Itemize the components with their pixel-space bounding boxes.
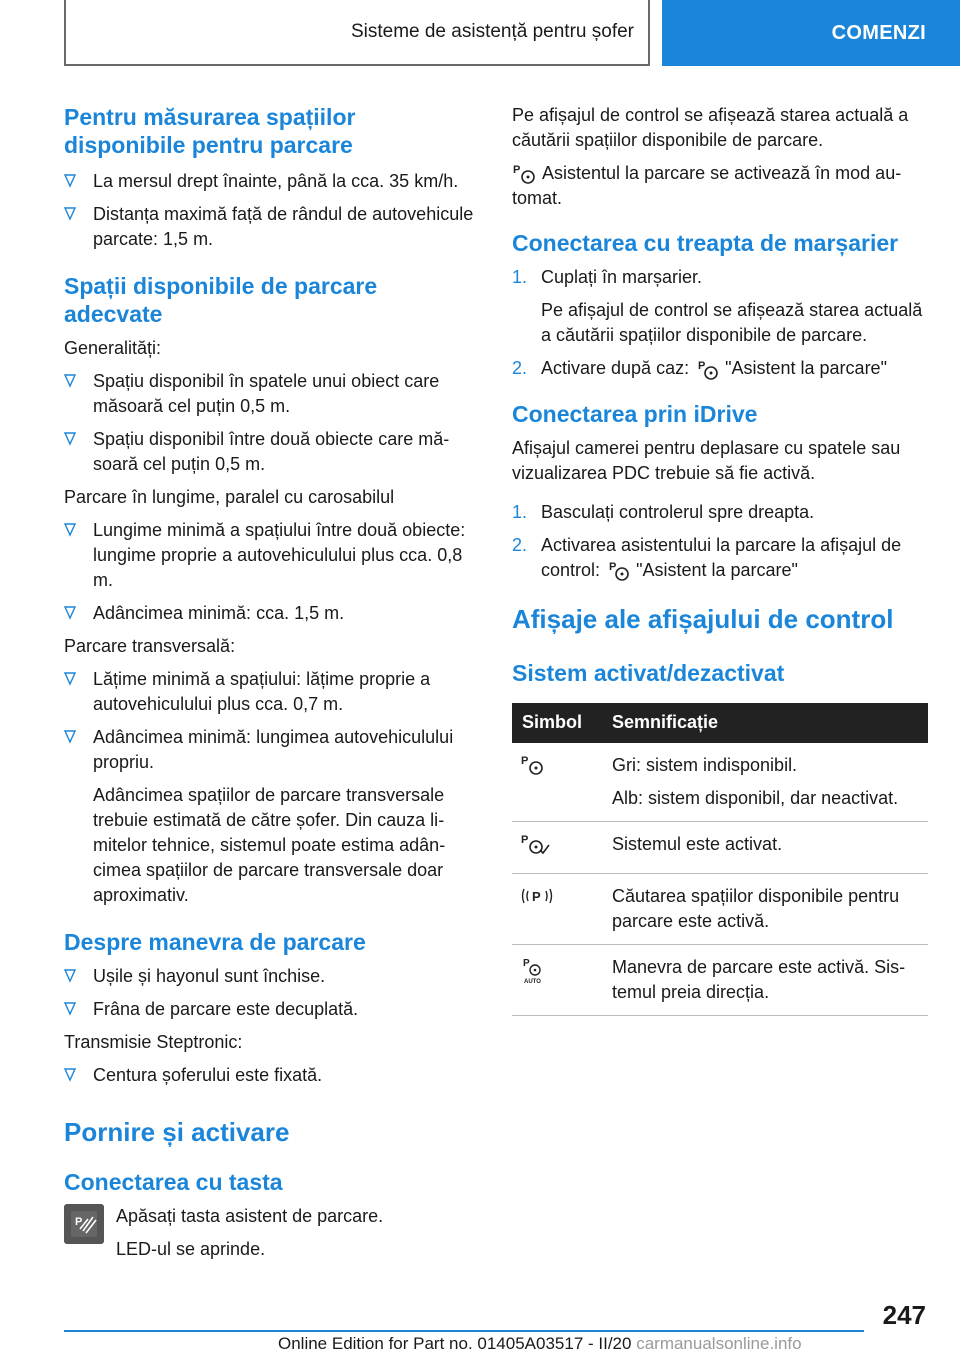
footer-divider [64, 1330, 864, 1332]
maneuver-list [64, 964, 478, 1022]
list-item [64, 1063, 478, 1088]
table-header-row [512, 703, 928, 743]
svg-text:P: P [521, 754, 529, 767]
svg-text:P: P [698, 359, 706, 372]
list-item-text: Lungime minimă a spațiului între două obiecte: lungime proprie a autovehiculului plus cca. 0,8 m. [93, 520, 466, 590]
triangle-bullet-icon [64, 374, 76, 388]
header-section-title [64, 0, 650, 66]
list-item [512, 265, 930, 348]
list-item-text: Adâncimea minimă: cca. 1,5 m. [93, 603, 345, 623]
idrive-intro: Afișajul camerei pentru deplasare cu spatele sau vizualizarea PDC trebuie să fie activă. [512, 437, 901, 483]
list-item-text: Frâna de parcare este decuplată. [93, 999, 359, 1019]
parallel-label: Parcare în lungime, paralel cu carosabilul [64, 487, 395, 507]
right-column [512, 103, 930, 1016]
col-meaning: Semnificație [602, 703, 928, 743]
svg-text:P: P [523, 957, 530, 969]
table-row [512, 873, 928, 944]
heading-maneuver: Despre manevra de parcare [64, 929, 366, 955]
list-item-note: Adâncimea spațiilor de parcare transversale trebuie estimată de către șofer. Din cauza limitelor tehnice, sistemul poate estima adâncimea spațiilor de parcare transversale doar aproximativ. [93, 785, 446, 905]
step-note: Pe afișajul de control se afișează starea actuală a căutării spațiilor disponibile de parcare. [541, 300, 923, 346]
triangle-bullet-icon [64, 672, 76, 686]
heading-system: Sistem activat/dezactivat [512, 659, 785, 686]
list-item [64, 964, 478, 989]
svg-text:P: P [609, 560, 617, 573]
parallel-list [64, 518, 478, 626]
list-item [512, 356, 930, 381]
general-label: Generalități: [64, 338, 162, 358]
meaning-text: Manevra de parcare este activă. Sistemul preia direcția. [612, 956, 906, 1002]
list-item [64, 369, 478, 419]
watermark-text: carmanualsonline.info [636, 1334, 802, 1353]
table-row [512, 944, 928, 1015]
meaning-text: Căutarea spațiilor disponibile pentru parcare este activă. [612, 885, 900, 931]
parking-auto-icon [520, 955, 550, 985]
list-item-text: Spațiu disponibil între două obiecte care măsoară cel puțin 0,5 m. [93, 429, 450, 474]
meaning-text: Alb: sistem disponibil, dar neactivat. [612, 787, 899, 808]
header-chapter-tab[interactable] [662, 0, 960, 66]
parking-assist-icon [694, 358, 720, 382]
svg-text:P: P [532, 888, 541, 904]
list-item [64, 169, 478, 194]
heading-measure: Pentru măsurarea spațiilor disponibile pentru parcare [64, 104, 356, 158]
parking-assist-icon [520, 753, 546, 777]
general-list [64, 369, 478, 477]
parking-assist-active-icon [520, 832, 550, 856]
list-item-text: Ușile și hayonul sunt închise. [93, 966, 326, 986]
auto-text-content: Asistentul la parcare se activează în mod automat. [512, 163, 902, 209]
step-text: Cuplați în marșarier. [541, 267, 703, 288]
triangle-bullet-icon [64, 174, 76, 188]
edition-text: Online Edition for Part no. 01405A03517 - II/20 [278, 1334, 632, 1353]
heading-spaces: Spații disponibile de parcare adecvate [64, 273, 378, 327]
section-title: Sisteme de asistență pentru șofer [350, 21, 634, 42]
heading-display: Afișaje ale afișajului de control [512, 603, 894, 634]
list-item-text: Distanța maximă față de rândul de autovehicule parcate: 1,5 m. [93, 204, 474, 249]
list-item [64, 601, 478, 626]
svg-text:AUTO: AUTO [524, 978, 541, 985]
list-item-text: Spațiu disponibil în spatele unui obiect care măsoară cel puțin 0,5 m. [93, 371, 440, 416]
heading-idrive: Conectarea prin iDrive [512, 400, 758, 427]
heading-start: Pornire și activare [64, 1117, 290, 1147]
triangle-bullet-icon [64, 606, 76, 620]
list-item-text: Centura șoferului este fixată. [93, 1065, 323, 1085]
list-item [64, 725, 478, 908]
button-instruction [64, 1204, 478, 1270]
meaning-cell [602, 821, 928, 873]
button-text-1: Apăsați tasta asistent de parcare. [116, 1206, 384, 1226]
list-item [64, 667, 478, 717]
transversal-list [64, 667, 478, 908]
step-text: Basculați controlerul spre dreapta. [541, 501, 815, 522]
auto-text [512, 161, 930, 211]
table-row [512, 743, 928, 822]
symbol-table [512, 703, 928, 1016]
svg-text:P: P [75, 1216, 83, 1228]
idrive-steps [512, 500, 930, 583]
parking-assist-icon [605, 559, 631, 583]
svg-text:P: P [513, 164, 521, 177]
step-quote: "Asistent la parcare" [725, 358, 887, 379]
reverse-steps [512, 265, 930, 381]
symbol-cell [512, 944, 602, 1015]
parking-assist-icon [512, 162, 538, 186]
triangle-bullet-icon [64, 730, 76, 744]
triangle-bullet-icon [64, 523, 76, 537]
meaning-text: Gri: sistem indisponibil. [612, 754, 798, 775]
list-item [64, 202, 478, 252]
triangle-bullet-icon [64, 432, 76, 446]
step-quote: "Asistent la parcare" [636, 559, 798, 580]
triangle-bullet-icon [64, 1002, 76, 1016]
triangle-bullet-icon [64, 207, 76, 221]
steptronic-list [64, 1063, 478, 1088]
meaning-text: Sistemul este activat. [612, 833, 783, 854]
measure-list [64, 169, 478, 252]
list-item [64, 427, 478, 477]
chapter-title: COMENZI [831, 21, 926, 44]
parking-search-icon [520, 884, 554, 908]
page-number: 247 [882, 1300, 926, 1330]
col-symbol: Simbol [512, 703, 602, 743]
step-number: 1. [512, 501, 528, 522]
symbol-cell [512, 873, 602, 944]
list-item [512, 500, 930, 525]
list-item [512, 533, 930, 583]
steptronic-label: Transmisie Steptronic: [64, 1032, 243, 1052]
heading-reverse: Conectarea cu treapta de marșarier [512, 230, 899, 257]
meaning-cell [602, 944, 928, 1015]
intro-text: Pe afișajul de control se afișează starea actuală a căutării spațiilor disponibile de parcare. [512, 105, 909, 150]
list-item-text: Lățime minimă a spațiului: lățime proprie a autovehiculului plus cca. 0,7 m. [93, 669, 431, 714]
transversal-label: Parcare transversală: [64, 636, 236, 656]
meaning-cell [602, 873, 928, 944]
symbol-cell [512, 821, 602, 873]
table-row [512, 821, 928, 873]
step-number: 2. [512, 534, 528, 555]
svg-text:P: P [521, 833, 529, 846]
button-text-2: LED-ul se aprinde. [116, 1239, 266, 1259]
footer-text [278, 1334, 802, 1354]
left-column [64, 103, 478, 1270]
park-assist-button-icon [64, 1204, 104, 1244]
list-item [64, 518, 478, 593]
step-number: 2. [512, 358, 528, 379]
triangle-bullet-icon [64, 1068, 76, 1082]
heading-button: Conectarea cu tasta [64, 1169, 283, 1195]
list-item [64, 997, 478, 1022]
list-item-text: Adâncimea minimă: lungimea autovehiculului propriu. [93, 727, 454, 772]
step-text: Activarea asistentului la parcare la afișajul de control: [541, 534, 902, 580]
symbol-cell [512, 743, 602, 822]
triangle-bullet-icon [64, 969, 76, 983]
step-number: 1. [512, 267, 528, 288]
meaning-cell [602, 743, 928, 822]
step-text: Activare după caz: [541, 358, 690, 379]
list-item-text: La mersul drept înainte, până la cca. 35 km/h. [93, 171, 459, 191]
